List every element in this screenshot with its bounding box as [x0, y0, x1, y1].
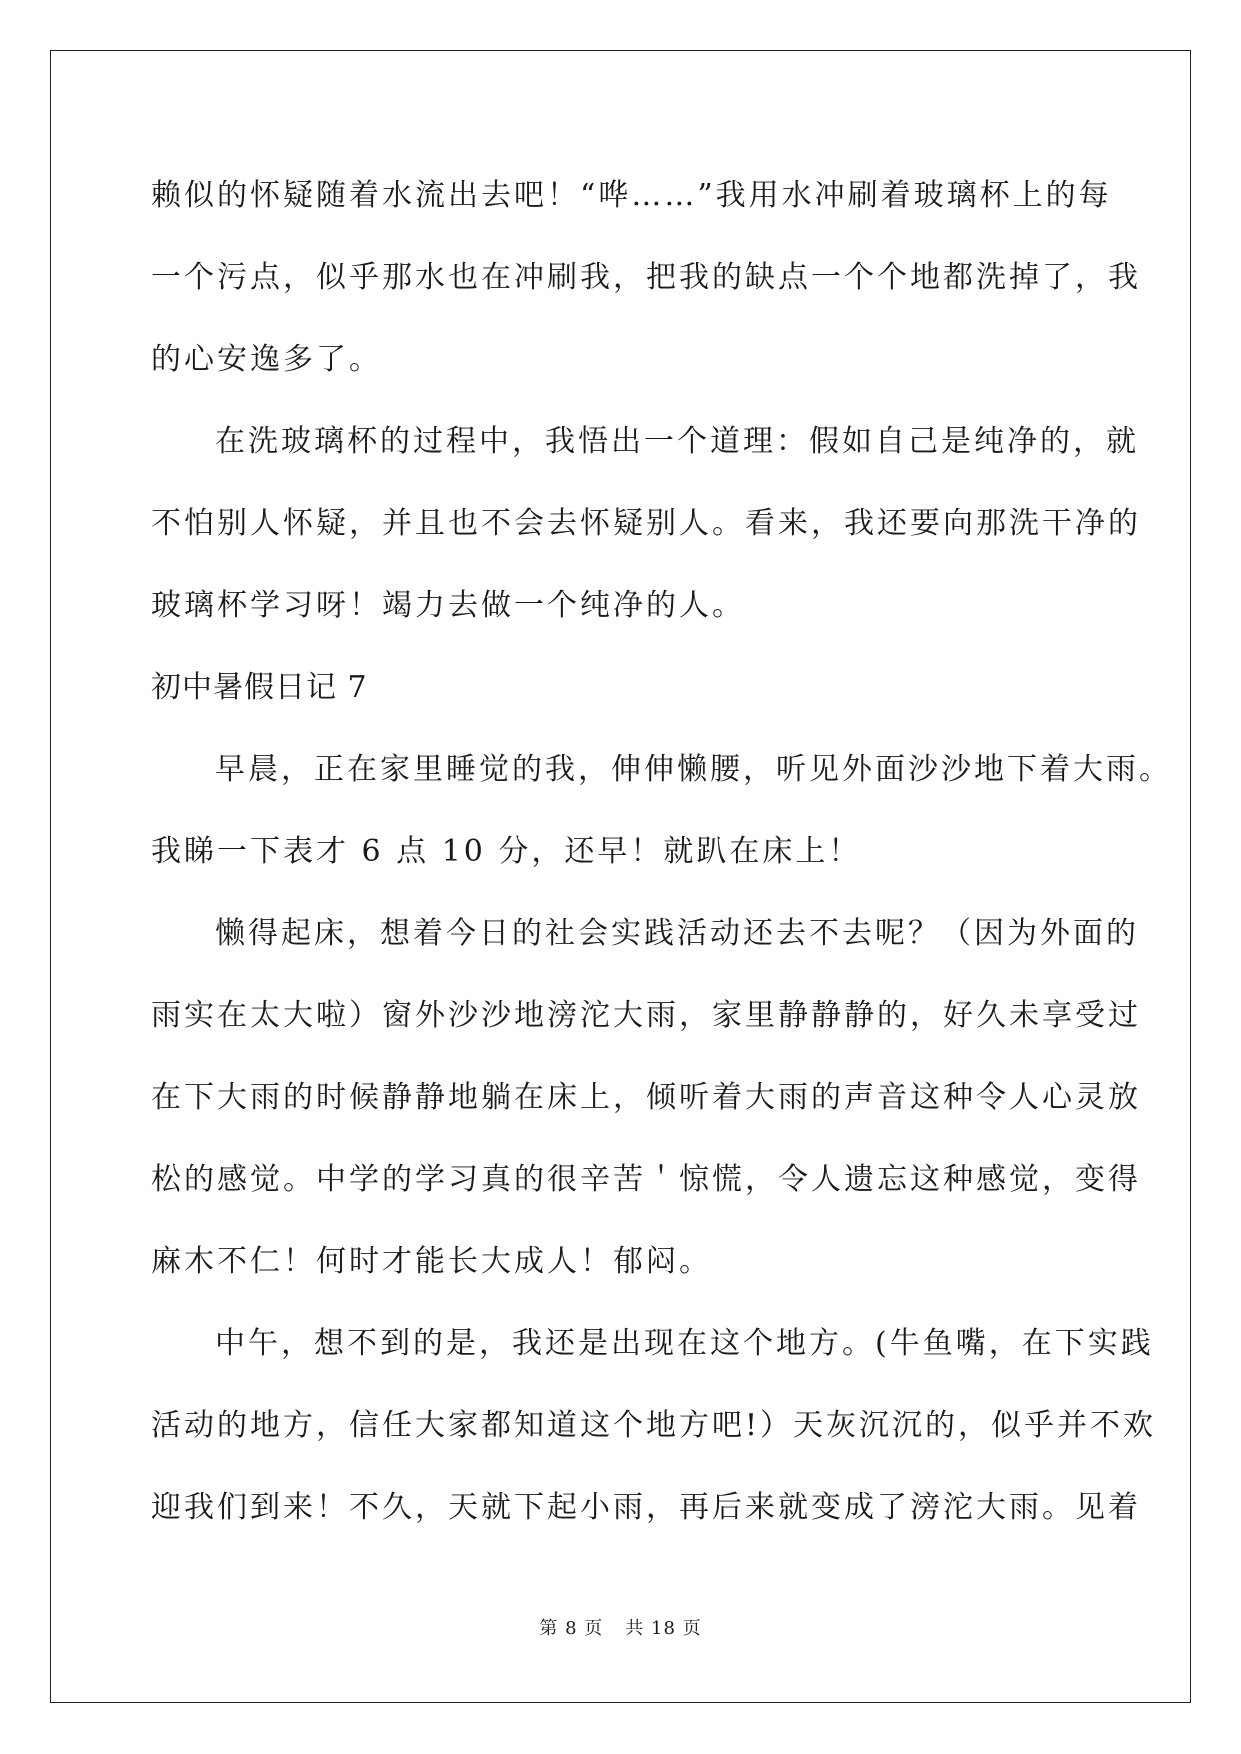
text-line: 早晨，正在家里睡觉的我，伸伸懒腰，听见外面沙沙地下着大雨。 [215, 752, 1172, 787]
text-line: 在下大雨的时候静静地躺在床上，倾听着大雨的声音这种令人心灵放 [151, 1080, 1141, 1115]
text-line: 不怕别人怀疑，并且也不会去怀疑别人。看来，我还要向那洗干净的 [151, 506, 1141, 541]
page-total: 共 18 页 [625, 1618, 702, 1639]
text-line: 我睇一下表才 6 点 10 分，还早！就趴在床上！ [151, 834, 862, 869]
section-heading: 初中暑假日记 7 [151, 670, 368, 705]
page-number: 第 8 页 [539, 1618, 604, 1639]
text-line: 赖似的怀疑随着水流出去吧！“哗……”我用水冲刷着玻璃杯上的每 [151, 178, 1112, 213]
page-footer [0, 1618, 1241, 1640]
text-line: 雨实在太大啦）窗外沙沙地滂沱大雨，家里静静静的，好久未享受过 [151, 998, 1141, 1033]
document-body [151, 155, 1172, 1549]
text-line: 玻璃杯学习呀！竭力去做一个纯净的人。 [151, 588, 745, 623]
text-line: 活动的地方，信任大家都知道这个地方吧!）天灰沉沉的，似乎并不欢 [151, 1408, 1157, 1443]
text-line: 中午，想不到的是，我还是出现在这个地方。(牛鱼嘴，在下实践 [215, 1326, 1154, 1361]
text-line: 松的感觉。中学的学习真的很辛苦＇惊慌，令人遗忘这种感觉，变得 [151, 1162, 1141, 1197]
text-line: 迎我们到来！不久，天就下起小雨，再后来就变成了滂沱大雨。见着 [151, 1490, 1141, 1525]
text-line: 懒得起床，想着今日的社会实践活动还去不去呢？（因为外面的 [215, 916, 1139, 951]
text-line: 一个污点，似乎那水也在冲刷我，把我的缺点一个个地都洗掉了，我 [151, 260, 1141, 295]
text-line: 的心安逸多了。 [151, 342, 382, 377]
text-line: 在洗玻璃杯的过程中，我悟出一个道理：假如自己是纯净的，就 [215, 424, 1139, 459]
text-line: 麻木不仁！何时才能长大成人！郁闷。 [151, 1244, 712, 1279]
